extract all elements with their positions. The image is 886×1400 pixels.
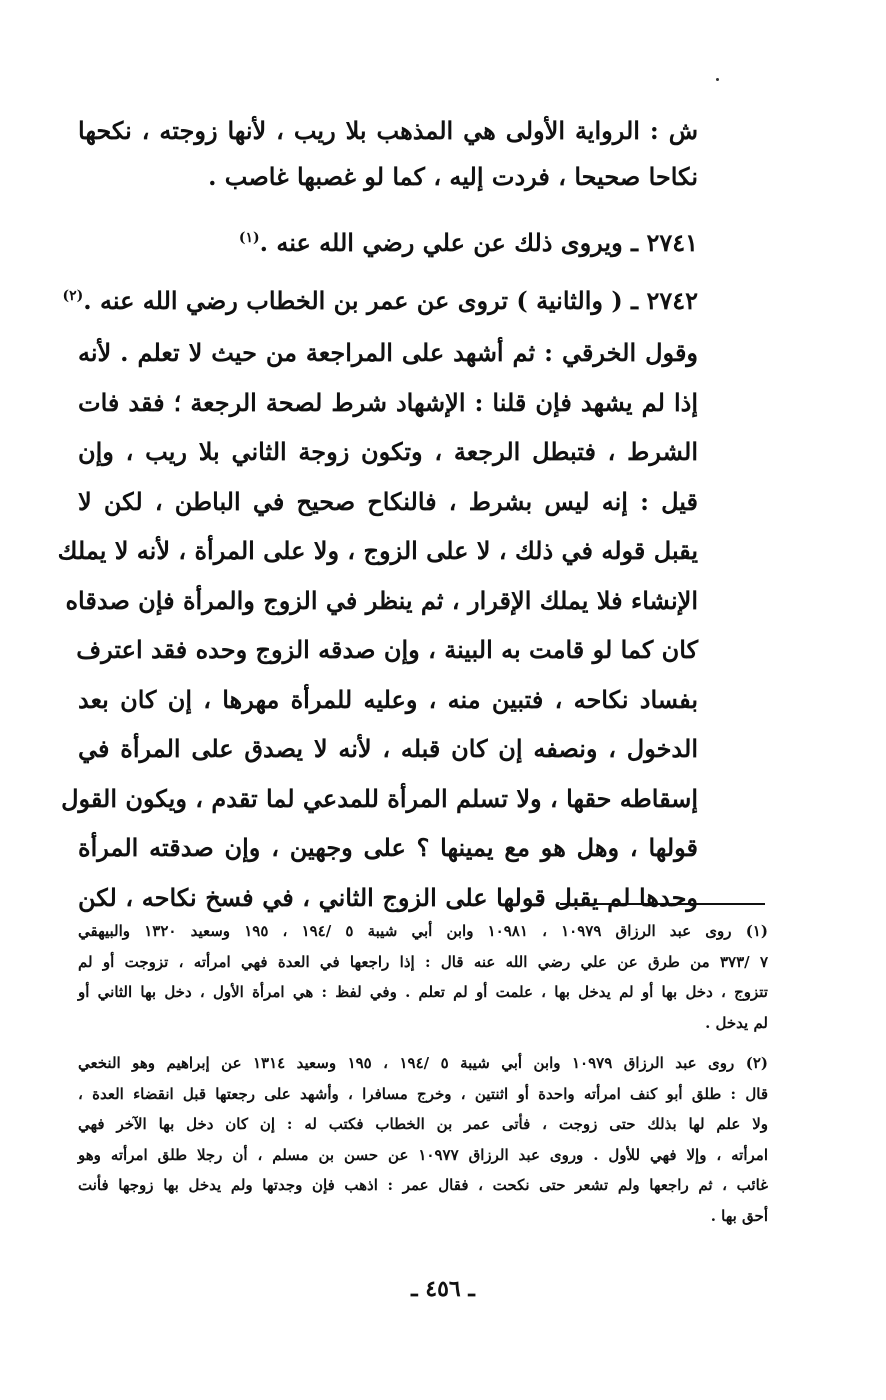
page-number: ـ ٤٥٦ ـ (411, 1276, 475, 1302)
text-line: قيل : إنه ليس بشرط ، فالنكاح صحيح في الباطن ، لكن لا (78, 486, 698, 516)
footnote-marker: (١) (238, 230, 260, 246)
text-line: نكاحا صحيحا ، فردت إليه ، كما لو غصبها غاصب . (208, 162, 698, 191)
footnote-line: (٢) روى عبد الرزاق ١٠٩٧٩ وابن أبي شيبة ٥ /١٩٤ ، ١٩٥ وسعيد ١٣١٤ عن إبراهيم وهو النخعي (78, 1054, 768, 1072)
footnote-line: غائب ، ثم راجعها ولم تشعر حتى نكحت ، فقال عمر : اذهب فإن وجدتها ولم يدخل بها زوجها فأنت (78, 1176, 768, 1194)
text-line: قولها ، وهل هو مع يمينها ؟ على وجهين ، وإن صدقته المرأة (78, 833, 698, 862)
commentary-paragraph (78, 108, 698, 200)
footnote-line: قال : طلق أبو كنف امرأته واحدة أو اثنتين ، وخرج مسافرا ، وأشهد على رجعتها قبل انقضاء العدة ، (78, 1084, 768, 1103)
body-paragraph (57, 328, 698, 922)
narration-line (62, 278, 698, 324)
footnote-line: ولا علم لها بذلك حتى زوجت ، فأتى عمر بن الخطاب فكتب له : إن كان دخل بها الآخر فهي (78, 1115, 768, 1133)
text-line: الإنشاء فلا يملك الإقرار ، ثم ينظر في الزوج والمرأة فإن صدقاه (65, 585, 698, 615)
footnote-2 (78, 1048, 768, 1231)
text-line: وقول الخرقي : ثم أشهد على المراجعة من حيث لا تعلم . لأنه (78, 338, 698, 367)
text-line: إذا لم يشهد فإن قلنا : الإشهاد شرط لصحة الرجعة ؛ فقد فات (78, 387, 698, 417)
footnote-line: ٧ /٣٧٣ من طرق عن علي رضي الله عنه قال : إذا راجعها في العدة فهي امرأته ، تزوجت أو لم (78, 952, 768, 971)
footnote-line: أحق بها . (710, 1206, 768, 1225)
narration-line (78, 220, 698, 266)
ink-speck (716, 78, 719, 81)
text-line: بفساد نكاحه ، فتبين منه ، وعليه للمرأة مهرها ، إن كان بعد (78, 684, 698, 714)
footnote-line: امرأته ، وإلا فهي للأول . وروى عبد الرزاق ١٠٩٧٧ عن حسن بن مسلم ، أن رجلا طلق امرأته وهو (78, 1145, 769, 1164)
narration-2742 (62, 278, 698, 324)
narration-text: ٢٧٤١ ـ ويروى ذلك عن علي رضي الله عنه . (259, 228, 698, 257)
text-line: الشرط ، فتبطل الرجعة ، وتكون زوجة الثاني بلا ريب ، وإن (78, 437, 698, 466)
narration-2741 (78, 220, 698, 266)
footnote-line: (١) روى عبد الرزاق ١٠٩٧٩ ، ١٠٩٨١ وابن أبي شيبة ٥ /١٩٤ ، ١٩٥ وسعيد ١٣٢٠ والبيهقي (78, 922, 768, 940)
text-line: وحدها لم يقبل قولها على الزوج الثاني ، في فسخ نكاحه ، لكن (78, 882, 698, 912)
text-line: الدخول ، ونصفه إن كان قبله ، لأنه لا يصدق على المرأة في (78, 734, 698, 763)
footnote-1 (78, 916, 768, 1038)
footnotes (78, 916, 768, 1231)
text-line: يقبل قوله في ذلك ، لا على الزوج ، ولا على المرأة ، لأنه لا يملك (57, 536, 698, 565)
footnote-line: تتزوج ، دخل بها أو لم يدخل بها ، علمت أو لم تعلم . وفي لفظ : هي امرأة الأول ، دخل بها الثاني أو (78, 983, 768, 1001)
text-line: إسقاطه حقها ، ولا تسلم المرأة للمدعي لما تقدم ، ويكون القول (61, 783, 698, 813)
text-line: كان كما لو قامت به البينة ، وإن صدقه الزوج وحده فقد اعترف (76, 635, 698, 664)
text-line: ش : الرواية الأولى هي المذهب بلا ريب ، لأنها زوجته ، نكحها (78, 116, 698, 145)
footnote-line: لم يدخل . (705, 1013, 768, 1032)
footnote-separator (560, 903, 765, 905)
footnote-marker: (٢) (62, 288, 84, 304)
narration-text: ٢٧٤٢ ـ ( والثانية ) تروى عن عمر بن الخطاب رضي الله عنه . (83, 286, 698, 315)
